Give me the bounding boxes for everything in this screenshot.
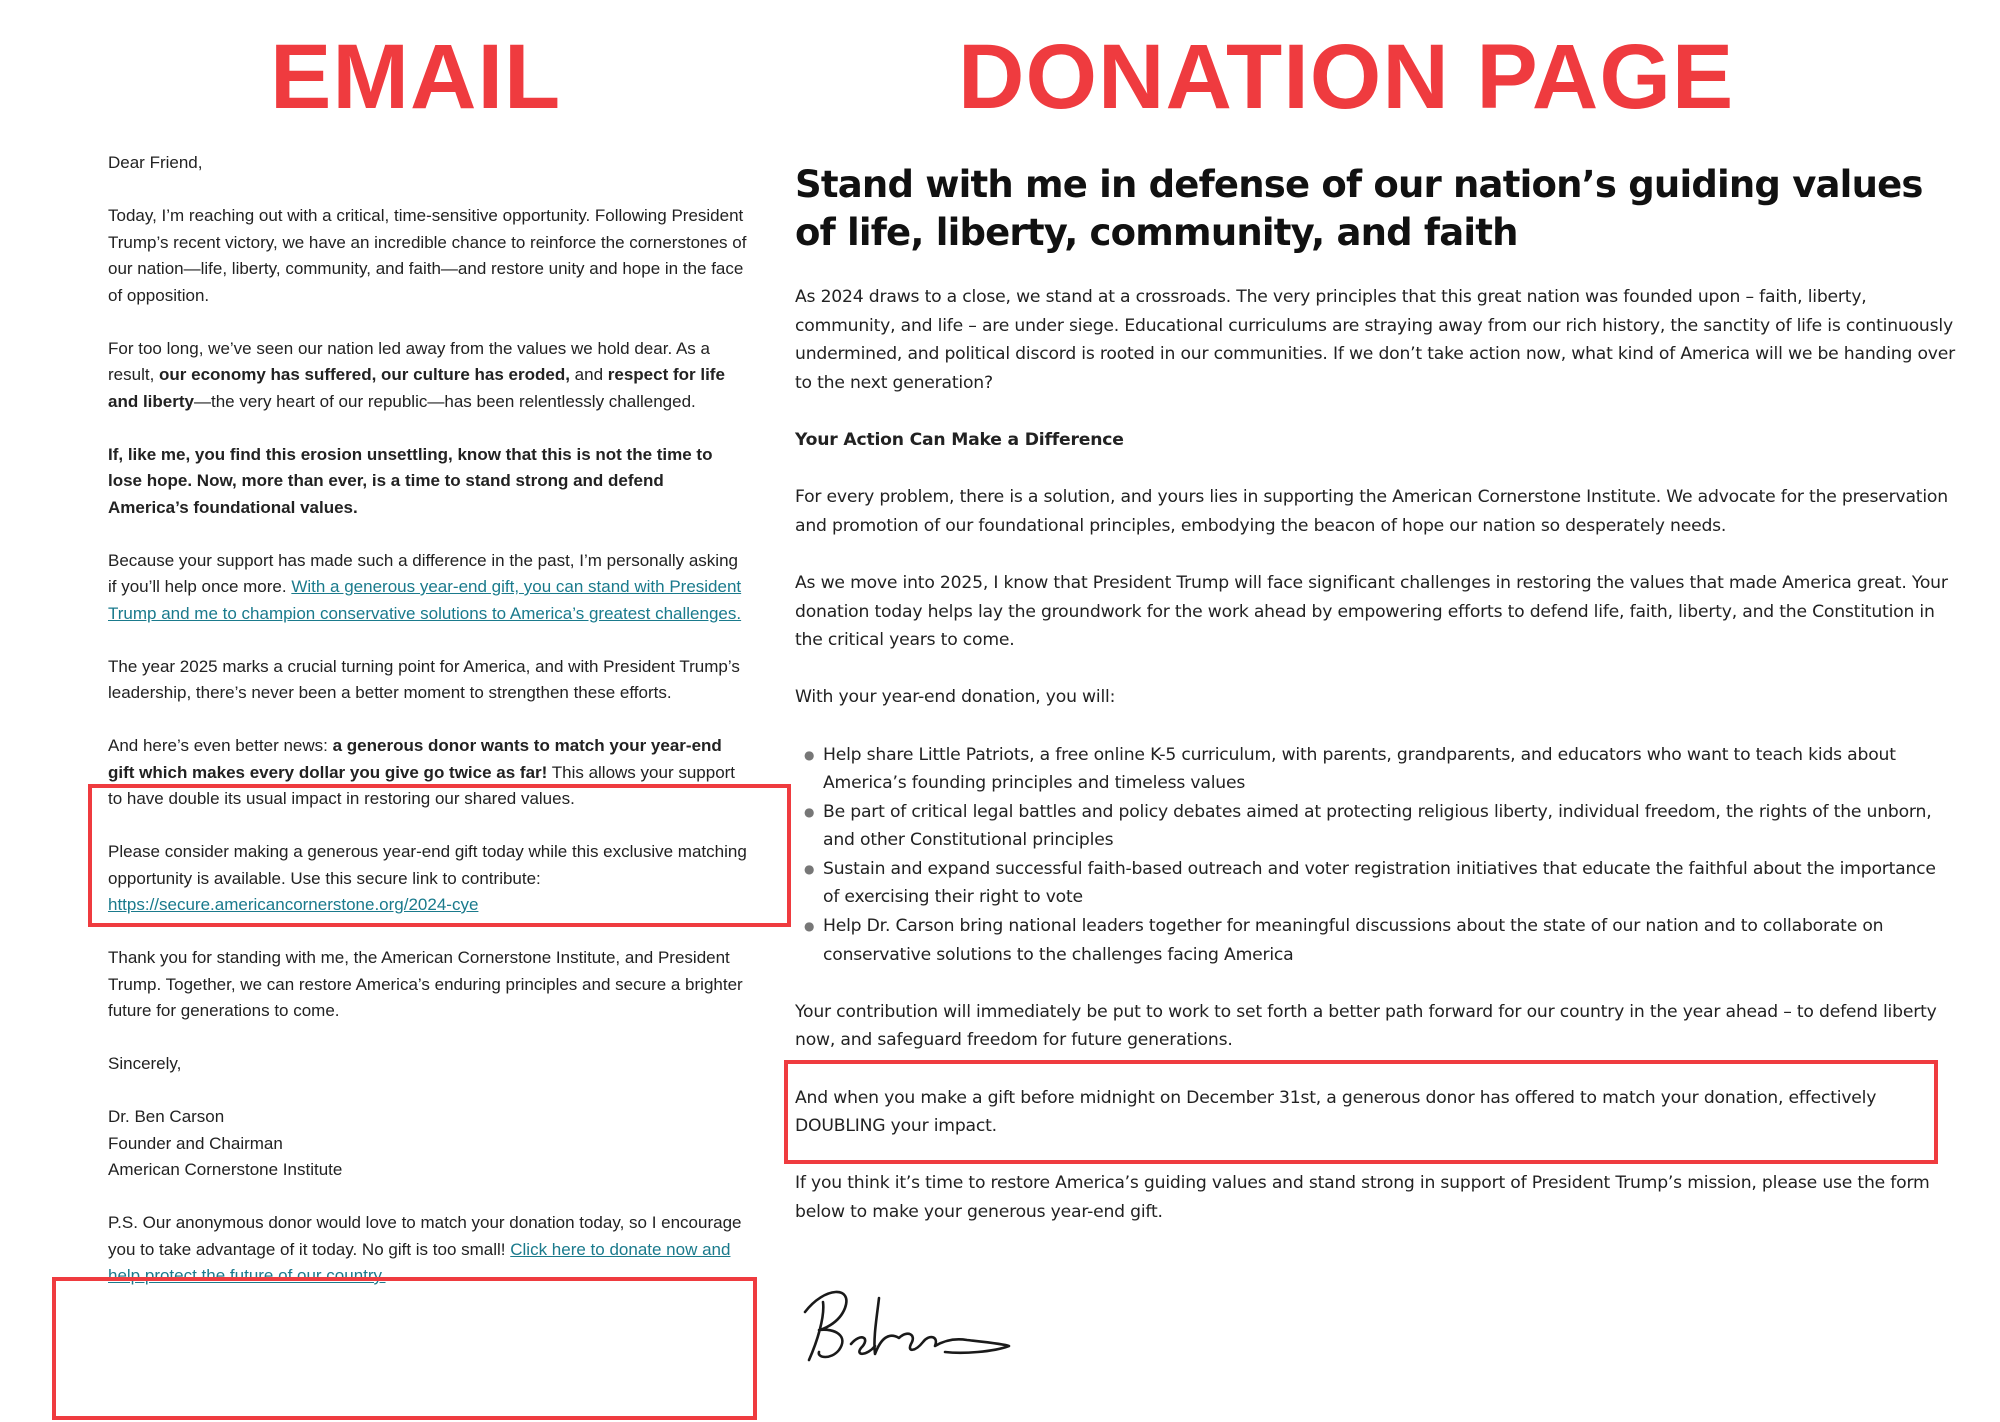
signature-name: Dr. Ben Carson [108,1107,225,1126]
bullet-icon: ● [804,861,815,876]
bullet-icon: ● [804,747,815,762]
email-closing: Sincerely, [108,1054,182,1073]
email-greeting: Dear Friend, [108,153,203,172]
email-paragraph-8: Thank you for standing with me, the American Cornerstone Institute, and President Trump. Together, we can restore America’s enduring principles and secure a brighter future for generations to come. [108,948,743,1020]
signature-title: Founder and Chairman [108,1133,283,1153]
donation-benefits-list [795,741,1955,970]
bold-segment: our economy has suffered, our culture has eroded, [159,365,570,384]
donate-now-link[interactable]: Click here to donate now and help protect the future of our country. [108,1239,731,1285]
highlight-box-email-match [88,784,791,927]
bold-segment: respect for life and liberty [108,365,725,411]
text-segment: For too long, we’ve seen our nation led away from the values we hold dear. As a result, [108,338,710,384]
list-item-text: Be part of critical legal battles and policy debates aimed at protecting religious liberty, individual freedom, the rights of the unborn, and other Constitutional principles [823,801,1932,851]
signature-organization: American Cornerstone Institute [108,1160,343,1179]
list-item [804,855,1955,912]
donation-page-title: Stand with me in defense of our nation’s guiding values of life, liberty, community, and faith [795,163,1923,254]
email-paragraph-4 [108,548,748,628]
email-column-heading: EMAIL [270,26,562,128]
bold-segment: a generous donor wants to match your year-end gift which makes every dollar you give go twice as far! [108,736,722,782]
handwritten-signature-icon [795,1272,1025,1372]
list-item-text: Help Dr. Carson bring national leaders together for meaningful discussions about the state of our nation and to collaborate on conservative solutions to the challenges facing America [823,916,1884,965]
year-end-gift-link[interactable]: With a generous year-end gift, you can stand with President Trump and me to champion conservative solutions to America’s greatest challenges. [108,577,742,623]
list-item [804,912,1955,969]
donation-matching-paragraph: And when you make a gift before midnight on December 31st, a generous donor has offered to match your donation, effectively DOUBLING your impact. [795,1087,1877,1137]
email-signature-block [108,1104,748,1184]
list-item [804,741,1955,798]
donation-paragraph-7: If you think it’s time to restore America’s guiding values and stand strong in support of President Trump’s mission, please use the form below to make your generous year-end gift. [795,1173,1930,1222]
highlight-box-donation-match [784,1060,1938,1164]
text-segment: P.S. Our anonymous donor would love to match your donation today, so I encourage you to take advantage of it today. No gift is too small! [108,1213,742,1259]
donation-paragraph-5: Your contribution will immediately be put to work to set forth a better path forward for our country in the year ahead – to defend liberty now, and safeguard freedom for future generations. [795,1001,1937,1051]
bold-segment: If, like me, you find this erosion unsettling, know that this is not the time to lose hope. Now, more than ever, is a time to stand strong and defend America’s foundational values. [108,444,713,517]
text-segment: and [569,365,608,384]
text-segment: And here’s even better news: [108,736,333,755]
text-segment: This allows your support to have double its usual impact in restoring our shared values. [108,762,736,808]
highlight-box-email-postscript [52,1277,757,1420]
bullet-icon: ● [804,919,815,934]
donation-paragraph-3: As we move into 2025, I know that President Trump will face significant challenges in restoring the values that made America great. Your donation today helps lay the groundwork for the work ahead by empowering efforts to defend life, faith, liberty, and the Constitution in the critical years to come. [795,572,1948,651]
email-paragraph-1: Today, I’m reaching out with a critical, time-sensitive opportunity. Following President Trump’s recent victory, we have an incredible chance to reinforce the cornerstones of our nation—life, liberty, community, and faith—and restore unity and hope in the face of opposition. [108,206,747,305]
email-paragraph-3 [108,442,748,522]
bullet-icon: ● [804,804,815,819]
donation-page-column-heading: DONATION PAGE [958,26,1735,128]
donation-paragraph-1: As 2024 draws to a close, we stand at a crossroads. The very principles that this great nation was founded upon – faith, liberty, community, and life – are under siege. Educational curriculums are straying away from our rich history, the sanctity of life is continuously undermined, and political discord is rooted in our communities. If we don’t take action now, what kind of America will we be handing over to the next generation? [795,287,1955,393]
list-item-text: Sustain and expand successful faith-based outreach and voter registration initiatives that educate the faithful about the importance of exercising their right to vote [823,858,1936,908]
list-item [804,798,1955,855]
donation-paragraph-4: With your year-end donation, you will: [795,687,1116,708]
text-segment: Please consider making a generous year-end gift today while this exclusive matching opportunity is available. Use this secure link to contribute: [108,842,747,888]
donation-subheading: Your Action Can Make a Difference [795,429,1124,450]
email-paragraph-5: The year 2025 marks a crucial turning point for America, and with President Trump’s leadership, there’s never been a better moment to strengthen these efforts. [108,656,740,702]
text-segment: —the very heart of our republic—has been relentlessly challenged. [193,391,696,411]
list-item-text: Help share Little Patriots, a free online K-5 curriculum, with parents, grandparents, and educators who want to teach kids about America’s founding principles and timeless values [823,744,1896,794]
email-paragraph-2 [108,336,748,416]
secure-donation-link[interactable]: https://secure.americancornerstone.org/2024-cye [108,895,479,914]
donation-paragraph-2: For every problem, there is a solution, and yours lies in supporting the American Cornerstone Institute. We advocate for the preservation and promotion of our foundational principles, embodying the beacon of hope our nation so desperately needs. [795,487,1948,536]
text-segment: Because your support has made such a difference in the past, I’m personally asking if you’ll help once more. [108,550,738,596]
email-body [108,150,748,1316]
